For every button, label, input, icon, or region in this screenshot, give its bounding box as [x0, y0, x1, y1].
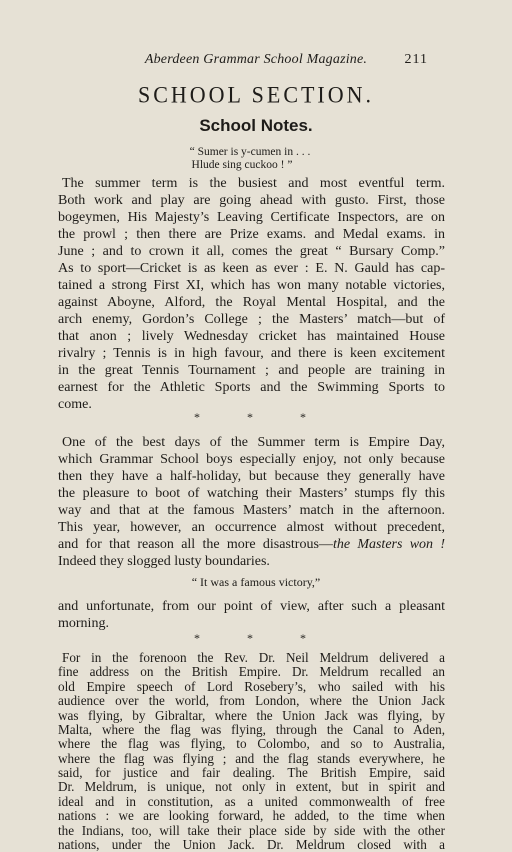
notes-title: School Notes.	[199, 116, 313, 135]
section-title: SCHOOL SECTION.	[137, 81, 375, 108]
epigraph-line: “ Sumer is y-cumen in . . .	[189, 146, 311, 158]
paragraph-line: was flying, by Gibraltar, where the Union Jack was flying, by	[58, 708, 445, 723]
paragraph-line	[58, 536, 445, 553]
paragraph-line: June ; and to crown it all, comes the great “ Bursary Comp.”	[58, 244, 445, 259]
paragraph-line: rivalry ; Tennis is in high favour, and there is keen excitement	[58, 346, 445, 361]
page-number: 211	[404, 52, 428, 67]
paragraph-line: where the flag was flying, to Colombo, and so to Australia,	[58, 736, 445, 751]
emphasis-text: the Masters won !	[332, 537, 446, 552]
paragraph-line: the prowl ; then there are Prize exams. and Medal exams. in	[58, 227, 445, 242]
paragraph-line: For in the forenoon the Rev. Dr. Neil Meldrum delivered a	[62, 650, 445, 665]
paragraph-line: nations, under the Union Jack. Dr. Meldrum closed with a	[58, 837, 445, 852]
paragraph-line: earnest for the Athletic Sports and the Swimming Sports to	[58, 380, 445, 395]
paragraph-line: that anon ; lively Wednesday cricket has maintained House	[58, 329, 445, 344]
running-head-title: Aberdeen Grammar School Magazine.	[144, 52, 368, 67]
paragraph-line: Dr. Meldrum, is unique, not only in extent, but in spirit and	[58, 779, 445, 794]
paragraph-line: audience over the world, from London, where the Union Jack	[58, 693, 445, 708]
paragraph-line: and unfortunate, from our point of view, after such a pleasant	[58, 599, 445, 614]
paragraph-line: bogeymen, His Majesty’s Leaving Certificate Inspectors, are on	[58, 210, 445, 225]
paragraph-line: come.	[58, 397, 92, 412]
paragraph-line: nations : we are looking forward, he added, to the time when	[58, 808, 445, 823]
epigraph-line: Hlude sing cuckoo ! ”	[191, 159, 293, 171]
paragraph-line: where the flag was flying ; and the flag stands everywhere, he	[58, 751, 445, 766]
paragraph-line: The summer term is the busiest and most eventful term.	[62, 176, 445, 191]
paragraph-line: Both work and play are going ahead with gusto. First, those	[58, 193, 445, 208]
paragraph-line: Malta, where the flag was flying, through the Canal to Aden,	[58, 722, 445, 737]
paragraph-line: Indeed they slogged lusty boundaries.	[58, 554, 270, 569]
paragraph-line: As to sport—Cricket is as keen as ever : E. N. Gauld has cap-	[58, 261, 445, 276]
section-separator: * * *	[194, 410, 328, 424]
paragraph-line: fine address on the British Empire. Dr. Meldrum recalled an	[58, 664, 445, 679]
paragraph-line: against Aboyne, Alford, the Royal Mental Hospital, and the	[58, 295, 445, 310]
paragraph-line: morning.	[58, 616, 109, 631]
paragraph-line: ideal and in constitution, as a united commonwealth of free	[58, 794, 445, 809]
paragraph-line: which Grammar School boys especially enjoy, not only because	[58, 452, 445, 467]
paragraph-line: tained a strong First XI, which has won many notable victories,	[58, 278, 445, 293]
paragraph-line: the Indians, too, will take their place side by side with the other	[58, 823, 445, 838]
paragraph-line: said, for justice and fair dealing. The British Empire, said	[58, 765, 445, 780]
block-quote: “ It was a famous victory,”	[191, 575, 321, 589]
paragraph-line: the pleasure to boot of watching their Masters’ stumps fly this	[58, 486, 445, 501]
paragraph-line: way and that at the famous Masters’ match in the afternoon.	[58, 503, 445, 518]
paragraph-line: One of the best days of the Summer term is Empire Day,	[62, 435, 445, 450]
section-separator: * * *	[194, 631, 328, 645]
paragraph-line: then they have a half-holiday, but because they generally have	[58, 469, 445, 484]
paragraph-line: arch enemy, Gordon’s College ; the Masters’ match—but of	[58, 312, 445, 327]
paragraph-line: old Empire speech of Lord Rosebery’s, who sailed with his	[58, 679, 445, 694]
paragraph-line: in the great Tennis Tournament ; and people are training in	[58, 363, 445, 378]
running-head	[0, 52, 512, 72]
paragraph-text: and for that reason all the more disastrous—	[58, 537, 333, 552]
paragraph-line: This year, however, an occurrence almost without precedent,	[58, 520, 445, 535]
